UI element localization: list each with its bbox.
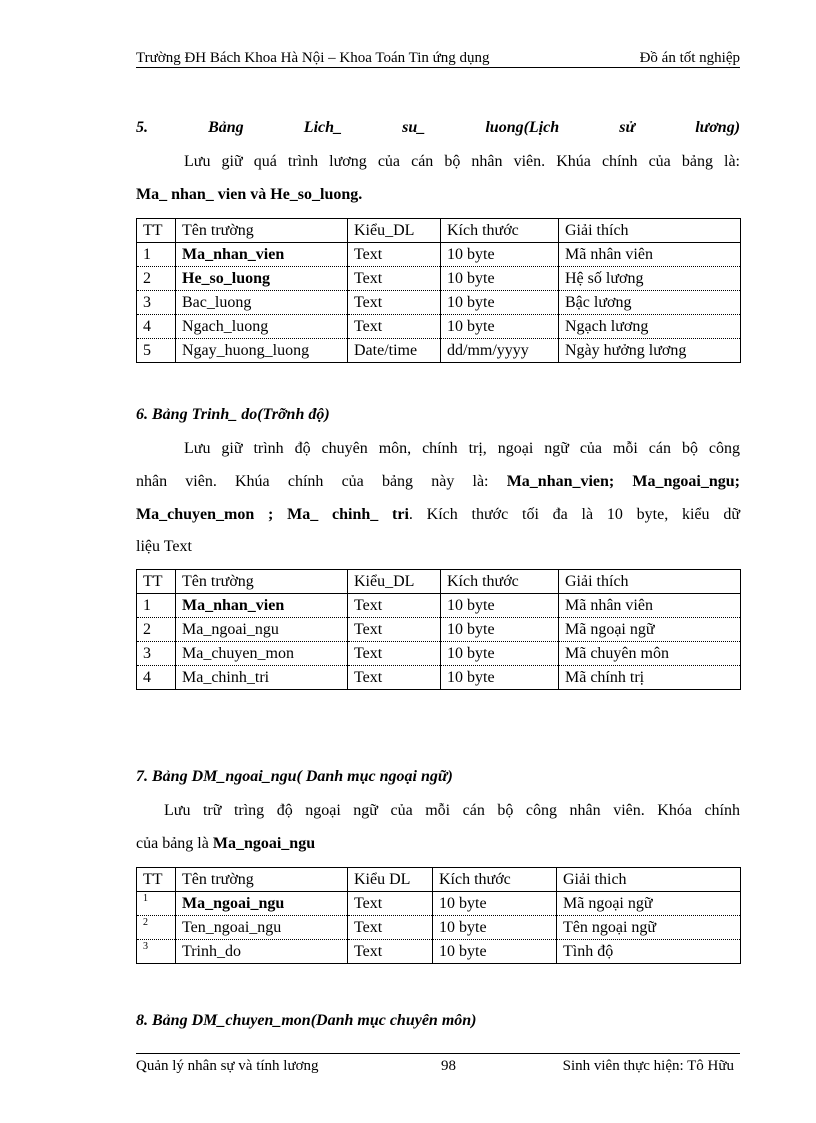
table-row: 1 Ma_nhan_vien Text 10 byte Mã nhân viên (137, 594, 741, 618)
page-number: 98 (441, 1058, 456, 1074)
table-row: 2 Ma_ngoai_ngu Text 10 byte Mã ngoại ngữ (137, 618, 741, 642)
table-row: $^1$ Ma_ngoai_ngu Text 10 byte Mã ngoại ngữ (137, 892, 741, 916)
footer-project-title: Quản lý nhân sự và tính lương (136, 1058, 319, 1074)
section6-para-line2: nhân viên. Khúa chính của bảng này là: Ma_nhan_vien; Ma_ngoai_ngu; (136, 473, 741, 490)
section7-para-line1: Lưu trữ trìng độ ngoại ngữ của mỗi cán bộ công nhân viên. Khóa chính (164, 802, 740, 819)
table-row: 3 Ma_chuyen_mon Text 10 byte Mã chuyên môn (137, 642, 741, 666)
section7-table (136, 867, 741, 964)
table-row: 5 Ngay_huong_luong Date/time dd/mm/yyyy Ngày hưởng lương (137, 339, 741, 363)
section6-table (136, 569, 741, 690)
page-header (136, 49, 740, 68)
section5-para-line1: Lưu giữ quá trình lương của cán bộ nhân viên. Khúa chính của bảng là: (184, 153, 740, 170)
section7-heading: 7. Bảng DM_ngoai_ngu( Danh mục ngoại ngữ) (136, 768, 453, 785)
table-row: $^3$ Trinh_do Text 10 byte Tình độ (137, 940, 741, 964)
table-row: $^2$ Ten_ngoai_ngu Text 10 byte Tên ngoại ngữ (137, 916, 741, 940)
header-doc-type: Đồ án tốt nghiệp (639, 50, 740, 66)
section5-table (136, 218, 741, 363)
table-header-row: TT Tên trường Kiểu_DL Kích thước Giải thích (137, 570, 741, 594)
header-school: Trường ĐH Bách Khoa Hà Nội – Khoa Toán Tin ứng dụng (136, 50, 490, 66)
section7-para-line2: của bảng là Ma_ngoai_ngu (136, 835, 316, 852)
table-row: 2 He_so_luong Text 10 byte Hệ số lương (137, 267, 741, 291)
section6-para-line4: liệu Text (136, 538, 192, 555)
section6-para-line3: Ma_chuyen_mon ; Ma_ chinh_ tri. Kích thước tối đa là 10 byte, kiểu dữ (136, 506, 740, 523)
table-row: 4 Ma_chinh_tri Text 10 byte Mã chính trị (137, 666, 741, 690)
section5-para-line2: Ma_ nhan_ vien và He_so_luong. (136, 186, 363, 203)
section6-heading: 6. Bảng Trinh_ do(Trỡnh độ) (136, 406, 330, 423)
table-row: 3 Bac_luong Text 10 byte Bậc lương (137, 291, 741, 315)
footer-student: Sinh viên thực hiện: Tô Hữu (562, 1058, 734, 1074)
section6-para-line1: Lưu giữ trình độ chuyên môn, chính trị, ngoại ngữ của mỗi cán bộ công (184, 440, 740, 457)
table-row: 1 Ma_nhan_vien Text 10 byte Mã nhân viên (137, 243, 741, 267)
page-footer (136, 1053, 740, 1078)
table-header-row: TT Tên trường Kiểu_DL Kích thước Giải thích (137, 219, 741, 243)
section8-heading: 8. Bảng DM_chuyen_mon(Danh mục chuyên môn) (136, 1012, 477, 1029)
table-header-row: TT Tên trường Kiểu DL Kích thước Giải thich (137, 868, 741, 892)
table-row: 4 Ngach_luong Text 10 byte Ngạch lương (137, 315, 741, 339)
section5-heading: 5. Bảng Lich_ su_ luong(Lịch sử lương) (136, 119, 741, 136)
